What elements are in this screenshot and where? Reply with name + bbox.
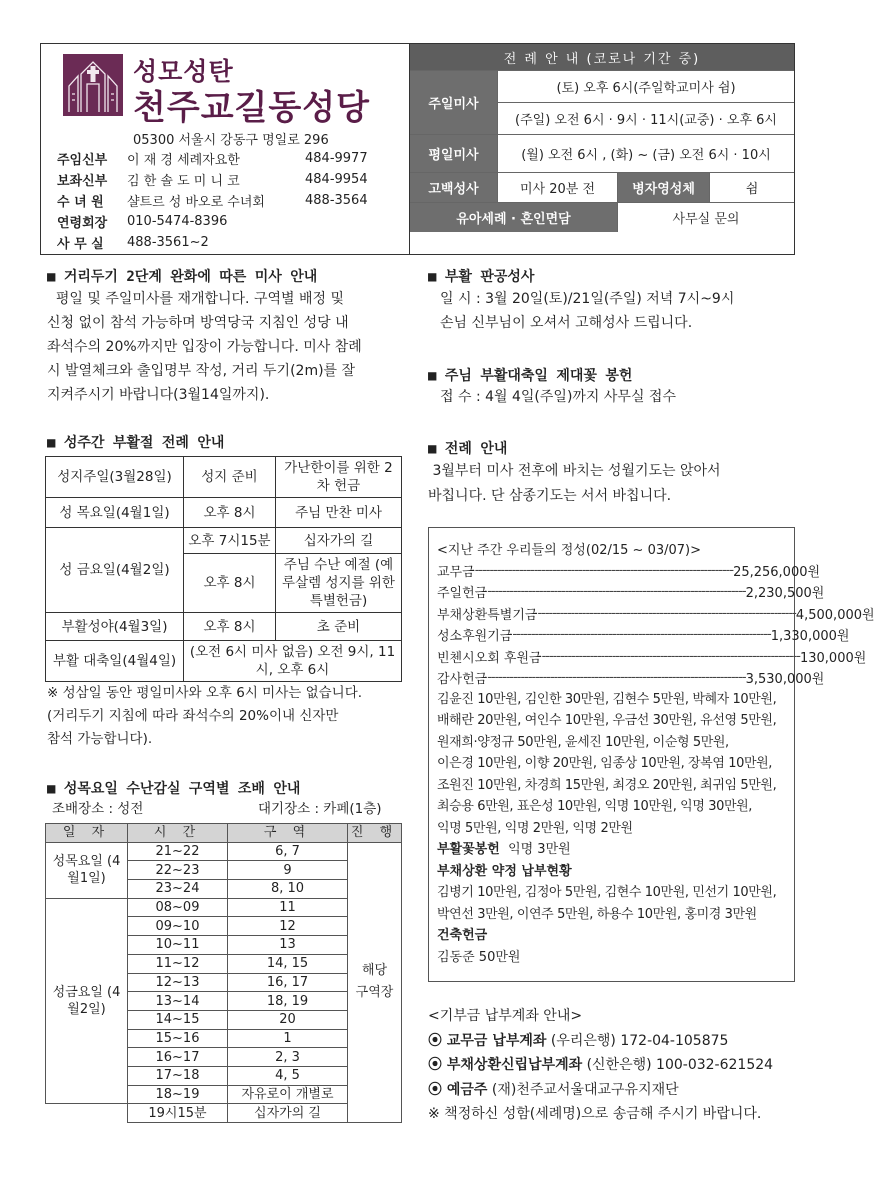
progress-cell xyxy=(348,842,402,1122)
offering-row xyxy=(437,667,825,689)
zone-cell: 십자가의 길 xyxy=(228,1104,348,1123)
table-row xyxy=(46,641,402,682)
dash-leader: ---------------------------------------------------------------------- xyxy=(487,670,746,686)
offering-row xyxy=(437,624,850,646)
vigil-table xyxy=(45,823,402,1123)
table-cell: (오전 6시 미사 없음) 오전 9시, 11시, 오후 6시 xyxy=(184,641,402,682)
zone-cell: 20 xyxy=(228,1010,348,1029)
time-cell: 12~13 xyxy=(128,973,228,992)
time-cell: 15~16 xyxy=(128,1029,228,1048)
offering-name: 주일헌금 xyxy=(437,586,488,602)
table-header: 진 행 xyxy=(348,824,402,843)
dash-leader: ---------------------------------------------------------------------- xyxy=(537,605,796,621)
offerings-title: <지난 주간 우리들의 정성(02/15 ~ 03/07)> xyxy=(437,543,701,559)
table-row xyxy=(46,528,402,554)
confession-label: 고백성사 xyxy=(410,173,498,203)
staff-row xyxy=(57,232,395,253)
confession-notice-title: ■ 부활 판공성사 xyxy=(428,269,535,285)
thanks-line: 이은경 10만원, 이향 20만원, 임종상 10만원, 장복염 10만원, xyxy=(437,756,773,771)
church-info xyxy=(41,44,409,254)
mass-schedule-table xyxy=(409,44,794,254)
table-row xyxy=(46,842,402,861)
staff-name: 이 재 경 세례자요한 xyxy=(127,153,240,168)
sunday-mass-2: (주일) 오전 6시 · 9시 · 11시(교중) · 오후 6시 xyxy=(498,103,794,135)
account-label: ⦿ 교무금 납부계좌 xyxy=(428,1032,547,1049)
sunday-mass-1: (토) 오후 6시(주일학교미사 쉼) xyxy=(498,71,794,103)
time-cell: 14~15 xyxy=(128,1010,228,1029)
debt-list xyxy=(437,882,786,925)
offering-amount: 130,000원 xyxy=(799,650,867,666)
staff-phone: 484-9977 xyxy=(305,151,368,166)
offering-name: 성소후원기금 xyxy=(437,629,513,645)
time-cell: 22~23 xyxy=(128,861,228,880)
offering-row xyxy=(437,581,825,603)
dash-leader: ---------------------------------------------------------------------- xyxy=(512,627,771,643)
liturgy-line2: 바칩니다. 단 삼종기도는 서서 바칩니다. xyxy=(428,488,672,504)
staff-row xyxy=(57,190,395,211)
staff-row xyxy=(57,211,395,232)
debt-line: 김병기 10만원, 김정아 5만원, 김현수 10만원, 민선기 10만원, xyxy=(437,885,777,900)
staff-name: 010-5474-8396 xyxy=(127,214,228,229)
thanks-line: 익명 5만원, 익명 2만원, 익명 2만원 xyxy=(437,820,633,836)
liturgy-line1: 3월부터 미사 전후에 바치는 성월기도는 앉아서 xyxy=(428,463,721,479)
table-header: 일 자 xyxy=(46,824,128,843)
offering-row xyxy=(437,646,867,668)
offering-amount: 4,500,000원 xyxy=(795,607,875,623)
staff-role: 사 무 실 xyxy=(57,237,104,252)
table-cell: 오후 8시 xyxy=(184,554,276,613)
account-row xyxy=(428,1052,773,1077)
offering-name: 부채상환특별기금 xyxy=(437,607,538,623)
staff-phone: 484-9954 xyxy=(305,172,368,187)
staff-row xyxy=(57,148,395,169)
accounts-title: <기부금 납부계좌 안내> xyxy=(428,1008,583,1025)
debt-title: 부채상환 약정 납부현황 xyxy=(437,863,572,879)
vigil-wait: 대기장소 : 카페(1층) xyxy=(258,801,382,817)
staff-role: 수 녀 원 xyxy=(57,195,104,210)
church-logo-icon xyxy=(63,54,123,116)
zone-cell: 18, 19 xyxy=(228,992,348,1011)
table-cell: 오후 8시 xyxy=(184,613,276,641)
offering-name: 감사헌금 xyxy=(437,672,488,688)
account-row xyxy=(428,1077,773,1102)
staff-name: 샬트르 성 바오로 수녀회 xyxy=(127,195,265,210)
weekday-mass: (월) 오전 6시 , (화) ~ (금) 오전 6시 · 10시 xyxy=(498,135,794,173)
blank-cell xyxy=(46,1104,128,1123)
zone-cell: 자유로이 개별로 xyxy=(228,1085,348,1104)
thanks-line: 배해란 20만원, 여인수 10만원, 우금선 30만원, 유선영 5만원, xyxy=(437,713,777,728)
table-cell: 십자가의 길 xyxy=(276,528,402,554)
zone-cell: 8, 10 xyxy=(228,880,348,899)
dash-leader: ---------------------------------------------------------------------- xyxy=(487,584,746,600)
sunday-mass-label: 주일미사 xyxy=(410,71,498,135)
notice1-line: 시 발열체크와 출입명부 작성, 거리 두기(2m)를 잘 xyxy=(47,363,356,379)
thanks-list xyxy=(437,689,786,840)
table-cell: 가난한이를 위한 2차 헌금 xyxy=(276,457,402,498)
time-cell: 19시15분 xyxy=(128,1104,228,1123)
holyweek-table xyxy=(45,456,402,682)
church-name: 천주교길동성당 xyxy=(133,88,370,128)
account-label: ⦿ 부채상환신립납부계좌 xyxy=(428,1057,583,1074)
building-title: 건축헌금 xyxy=(437,928,488,943)
church-subtitle: 성모성탄 xyxy=(133,57,234,86)
time-cell: 16~17 xyxy=(128,1048,228,1067)
offering-amount: 1,330,000원 xyxy=(770,629,850,645)
day-cell: 성금요일 (4월2일) xyxy=(46,898,128,1104)
zone-cell: 16, 17 xyxy=(228,973,348,992)
flower-offering-value: 익명 3만원 xyxy=(508,842,571,857)
note-line: ※ 성삼일 동안 평일미사와 오후 6시 미사는 없습니다. xyxy=(47,685,363,701)
flowers-title: ■ 주님 부활대축일 제대꽃 봉헌 xyxy=(428,368,633,384)
staff-name: 488-3561~2 xyxy=(127,235,209,250)
time-cell: 17~18 xyxy=(128,1066,228,1085)
account-label: ⦿ 예금주 xyxy=(428,1081,488,1098)
notice1-line: 신청 없이 참석 가능하며 방역당국 지침인 성당 내 xyxy=(47,315,349,331)
time-cell: 08~09 xyxy=(128,898,228,917)
offering-row xyxy=(437,560,821,582)
thanks-line: 조원진 10만원, 차경희 15만원, 최경오 20만원, 최귀임 5만원, xyxy=(437,777,777,793)
holyweek-title: ■ 성주간 부활절 전례 안내 xyxy=(47,435,225,451)
offering-name: 빈첸시오회 후원금 xyxy=(437,650,542,666)
table-header-row xyxy=(46,824,402,843)
table-cell: 성 목요일(4월1일) xyxy=(46,498,184,528)
accounts-note: ※ 책정하신 성함(세례명)으로 송금해 주시기 바랍니다. xyxy=(428,1106,762,1123)
day-cell: 성목요일 (4월1일) xyxy=(46,842,128,898)
offering-amount: 3,530,000원 xyxy=(745,672,825,688)
zone-cell: 2, 3 xyxy=(228,1048,348,1067)
table-cell: 성 금요일(4월2일) xyxy=(46,528,184,613)
offering-row xyxy=(437,603,875,625)
table-cell: 오후 8시 xyxy=(184,498,276,528)
time-cell: 09~10 xyxy=(128,917,228,936)
time-cell: 21~22 xyxy=(128,842,228,861)
table-cell: 주님 만찬 미사 xyxy=(276,498,402,528)
time-cell: 18~19 xyxy=(128,1085,228,1104)
staff-list xyxy=(57,148,395,253)
flowers-line: 접 수 : 4월 4일(주일)까지 사무실 접수 xyxy=(440,389,676,405)
dash-leader: ---------------------------------------------------------------------- xyxy=(474,562,734,578)
account-value: (재)천주교서울대교구유지재단 xyxy=(487,1081,679,1098)
offering-name: 교무금 xyxy=(437,564,475,580)
thanks-line: 최승용 6만원, 표은성 10만원, 익명 10만원, 익명 30만원, xyxy=(437,799,752,814)
header xyxy=(40,43,795,255)
church-address: 05300 서울시 강동구 명일로 296 xyxy=(133,133,329,148)
table-cell: 부활성야(4월3일) xyxy=(46,613,184,641)
table-row xyxy=(46,498,402,528)
staff-phone: 488-3564 xyxy=(305,193,368,208)
thanks-line: 김윤진 10만원, 김인한 30만원, 김현수 5만원, 박혜자 10만원, xyxy=(437,691,777,707)
note-line: (거리두기 지침에 따라 좌석수의 20%이내 신자만 xyxy=(47,708,339,724)
zone-cell: 1 xyxy=(228,1029,348,1048)
account-value: (신한은행) 100-032-621524 xyxy=(582,1057,774,1074)
zone-cell: 13 xyxy=(228,936,348,955)
notice1-line: 평일 및 주일미사를 재개합니다. 구역별 배정 및 xyxy=(47,291,345,307)
schedule-caption: 전 례 안 내 (코로나 기간 중) xyxy=(410,44,794,71)
time-cell: 13~14 xyxy=(128,992,228,1011)
confession-notice-line1: 일 시 : 3월 20일(토)/21일(주일) 저녁 7시~9시 xyxy=(440,291,735,307)
table-header: 시 간 xyxy=(128,824,228,843)
confession-time: 미사 20분 전 xyxy=(498,173,618,203)
staff-row xyxy=(57,169,395,190)
account-value: (우리은행) 172-04-105875 xyxy=(546,1032,729,1049)
flower-offering xyxy=(437,839,786,861)
note-line: 참석 가능합니다). xyxy=(47,731,153,747)
table-cell: 오후 7시15분 xyxy=(184,528,276,554)
staff-name: 김 한 솔 도 미 니 코 xyxy=(127,174,240,189)
baptism-value: 사무실 문의 xyxy=(672,212,740,227)
offerings-box xyxy=(428,527,875,982)
staff-role: 보좌신부 xyxy=(57,174,108,189)
debt-line: 박연선 3만원, 이연주 5만원, 하용수 10만원, 홍미경 3만원 xyxy=(437,906,757,922)
zone-cell: 6, 7 xyxy=(228,842,348,861)
confession-notice-line2: 손님 신부님이 오셔서 고해성사 드립니다. xyxy=(440,315,693,331)
table-cell: 성지주일(3월28일) xyxy=(46,457,184,498)
liturgy-title: ■ 전례 안내 xyxy=(428,441,508,457)
baptism-label: 유아세례 · 혼인면담 xyxy=(410,203,618,232)
zone-cell: 11 xyxy=(228,898,348,917)
sick-communion-label: 병자영성체 xyxy=(618,173,710,203)
progress-label: 해당 구역장 xyxy=(355,963,394,1001)
offering-amount: 2,230,500원 xyxy=(745,586,825,602)
zone-cell: 12 xyxy=(228,917,348,936)
table-cell: 초 준비 xyxy=(276,613,402,641)
time-cell: 10~11 xyxy=(128,936,228,955)
zone-cell: 9 xyxy=(228,861,348,880)
staff-role: 연령회장 xyxy=(57,216,108,231)
notice1-line: 지켜주시기 바랍니다(3월14일까지). xyxy=(47,387,270,403)
offering-amount: 25,256,000원 xyxy=(733,564,821,580)
weekday-mass-label: 평일미사 xyxy=(410,135,498,173)
notice1-line: 좌석수의 20%까지만 입장이 가능합니다. 미사 참례 xyxy=(47,339,362,355)
notice1-body xyxy=(47,287,417,407)
time-cell: 23~24 xyxy=(128,880,228,899)
building-value: 김동준 50만원 xyxy=(437,949,521,965)
flower-offering-label: 부활꽃봉헌 xyxy=(437,842,500,857)
sick-communion-value: 쉼 xyxy=(710,173,794,203)
time-cell: 11~12 xyxy=(128,954,228,973)
accounts-section xyxy=(428,1003,773,1126)
account-row xyxy=(428,1028,773,1053)
vigil-title: ■ 성목요일 수난감실 구역별 조배 안내 xyxy=(47,781,301,797)
table-row xyxy=(46,457,402,498)
notice1-title: ■ 거리두기 2단계 완화에 따른 미사 안내 xyxy=(47,269,318,285)
table-row xyxy=(46,613,402,641)
table-cell: 주님 수난 예절 (예루살렘 성지를 위한 특별헌금) xyxy=(276,554,402,613)
dash-leader: ---------------------------------------------------------------------- xyxy=(541,648,800,664)
thanks-line: 원재희·양정규 50만원, 윤세진 10만원, 이순형 5만원, xyxy=(437,734,729,750)
staff-role: 주임신부 xyxy=(57,153,108,168)
zone-cell: 14, 15 xyxy=(228,954,348,973)
table-cell: 성지 준비 xyxy=(184,457,276,498)
zone-cell: 4, 5 xyxy=(228,1066,348,1085)
table-cell: 부활 대축일(4월4일) xyxy=(46,641,184,682)
holyweek-note xyxy=(47,682,417,751)
table-header: 구 역 xyxy=(228,824,348,843)
vigil-place: 조배장소 : 성전 xyxy=(52,801,144,817)
